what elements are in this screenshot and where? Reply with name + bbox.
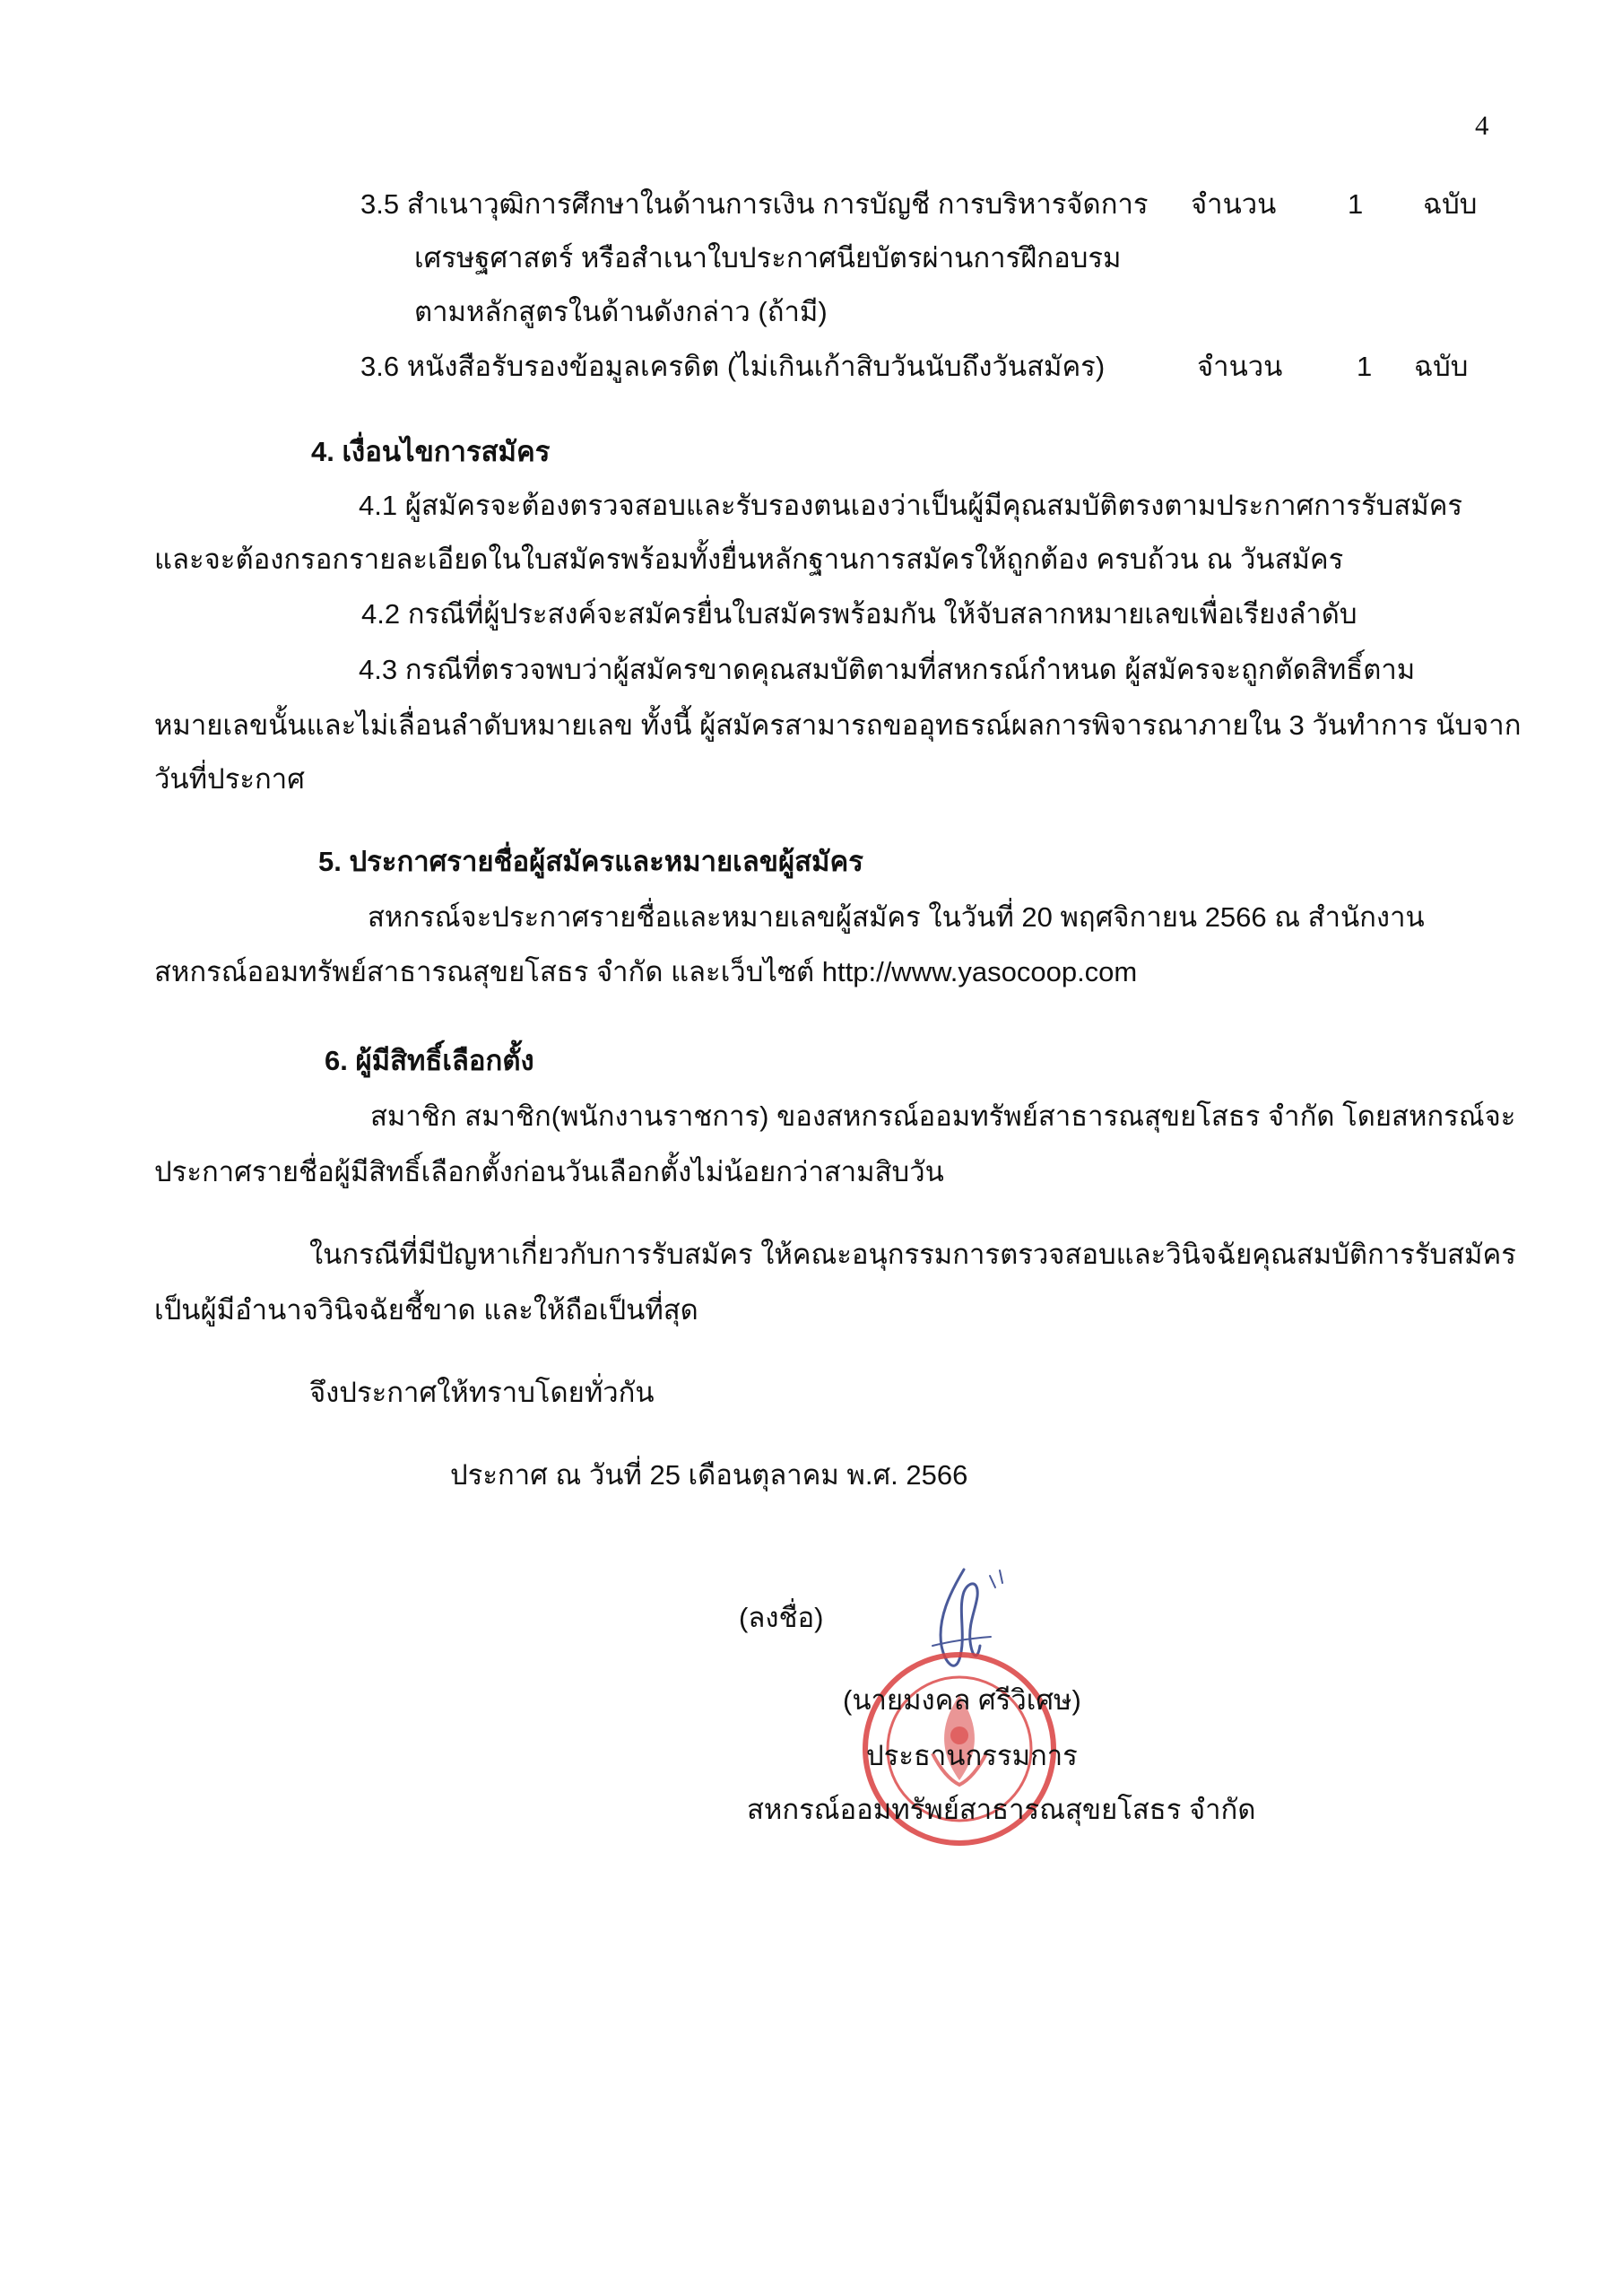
qty-label: จำนวน	[1197, 351, 1283, 382]
page-number: 4	[1475, 109, 1489, 141]
paragraph-line: เป็นผู้มีอำนาจวินิจฉัยชี้ขาด และให้ถือเป็นที่สุด	[154, 1294, 698, 1326]
paragraph-line: วันที่ประกาศ	[154, 763, 305, 795]
paragraph-line: 4.1 ผู้สมัครจะต้องตรวจสอบและรับรองตนเองว่าเป็นผู้มีคุณสมบัติตรงตามประกาศการรับสมัคร	[359, 490, 1463, 521]
qty-label: จำนวน	[1191, 188, 1277, 220]
announcement-line: จึงประกาศให้ทราบโดยทั่วกัน	[309, 1377, 655, 1408]
signer-organization: สหกรณ์ออมทรัพย์สาธารณสุขยโสธร จำกัด	[747, 1794, 1256, 1825]
paragraph-line: สมาชิก สมาชิก(พนักงานราชการ) ของสหกรณ์ออมทรัพย์สาธารณสุขยโสธร จำกัด โดยสหกรณ์จะ	[370, 1100, 1516, 1132]
qty-value: 1	[1348, 188, 1364, 220]
section-heading: 4. เงื่อนไขการสมัคร	[311, 436, 551, 467]
paragraph-line: ประกาศรายชื่อผู้มีสิทธิ์เลือกตั้งก่อนวันเลือกตั้งไม่น้อยกว่าสามสิบวัน	[154, 1156, 944, 1187]
qty-value: 1	[1357, 351, 1373, 382]
document-line: ตามหลักสูตรในด้านดังกล่าว (ถ้ามี)	[414, 296, 828, 327]
paragraph-line: 4.3 กรณีที่ตรวจพบว่าผู้สมัครขาดคุณสมบัติตามที่สหกรณ์กำหนด ผู้สมัครจะถูกตัดสิทธิ์ตาม	[359, 654, 1416, 685]
document-line: เศรษฐศาสตร์ หรือสำเนาใบประกาศนียบัตรผ่านการฝึกอบรม	[414, 242, 1122, 274]
document-line: 3.5 สำเนาวุฒิการศึกษาในด้านการเงิน การบัญชี การบริหารจัดการ	[360, 188, 1149, 220]
paragraph-line: ในกรณีที่มีปัญหาเกี่ยวกับการรับสมัคร ให้คณะอนุกรรมการตรวจสอบและวินิจฉัยคุณสมบัติการรับสมัคร	[309, 1239, 1516, 1270]
signer-position: ประธานกรรมการ	[866, 1740, 1078, 1771]
paragraph-line: 4.2 กรณีที่ผู้ประสงค์จะสมัครยื่นใบสมัครพร้อมกัน ให้จับสลากหมายเลขเพื่อเรียงลำดับ	[361, 598, 1357, 630]
signer-name: (นายมงคล ศรีวิเศษ)	[843, 1684, 1081, 1716]
paragraph-line: สหกรณ์ออมทรัพย์สาธารณสุขยโสธร จำกัด และเว็บไซต์ http://www.yasocoop.com	[154, 956, 1138, 987]
paragraph-line: สหกรณ์จะประกาศรายชื่อและหมายเลขผู้สมัคร ในวันที่ 20 พฤศจิกายน 2566 ณ สำนักงาน	[368, 901, 1425, 933]
document-line: 3.6 หนังสือรับรองข้อมูลเครดิต (ไม่เกินเก้าสิบวันนับถึงวันสมัคร)	[360, 351, 1106, 382]
qty-unit: ฉบับ	[1414, 351, 1469, 382]
paragraph-line: หมายเลขนั้นและไม่เลื่อนลำดับหมายเลข ทั้งนี้ ผู้สมัครสามารถขออุทธรณ์ผลการพิจารณาภายใน 3 วันทำการ นับจาก	[154, 709, 1522, 741]
section-heading: 6. ผู้มีสิทธิ์เลือกตั้ง	[325, 1045, 534, 1076]
date-line: ประกาศ ณ วันที่ 25 เดือนตุลาคม พ.ศ. 2566	[450, 1459, 968, 1491]
signed-label: (ลงชื่อ)	[739, 1602, 824, 1633]
paragraph-line: และจะต้องกรอกรายละเอียดในใบสมัครพร้อมทั้งยื่นหลักฐานการสมัครให้ถูกต้อง ครบถ้วน ณ วันสมัคร	[154, 544, 1344, 575]
section-heading: 5. ประกาศรายชื่อผู้สมัครและหมายเลขผู้สมัคร	[318, 846, 863, 877]
qty-unit: ฉบับ	[1423, 188, 1478, 220]
